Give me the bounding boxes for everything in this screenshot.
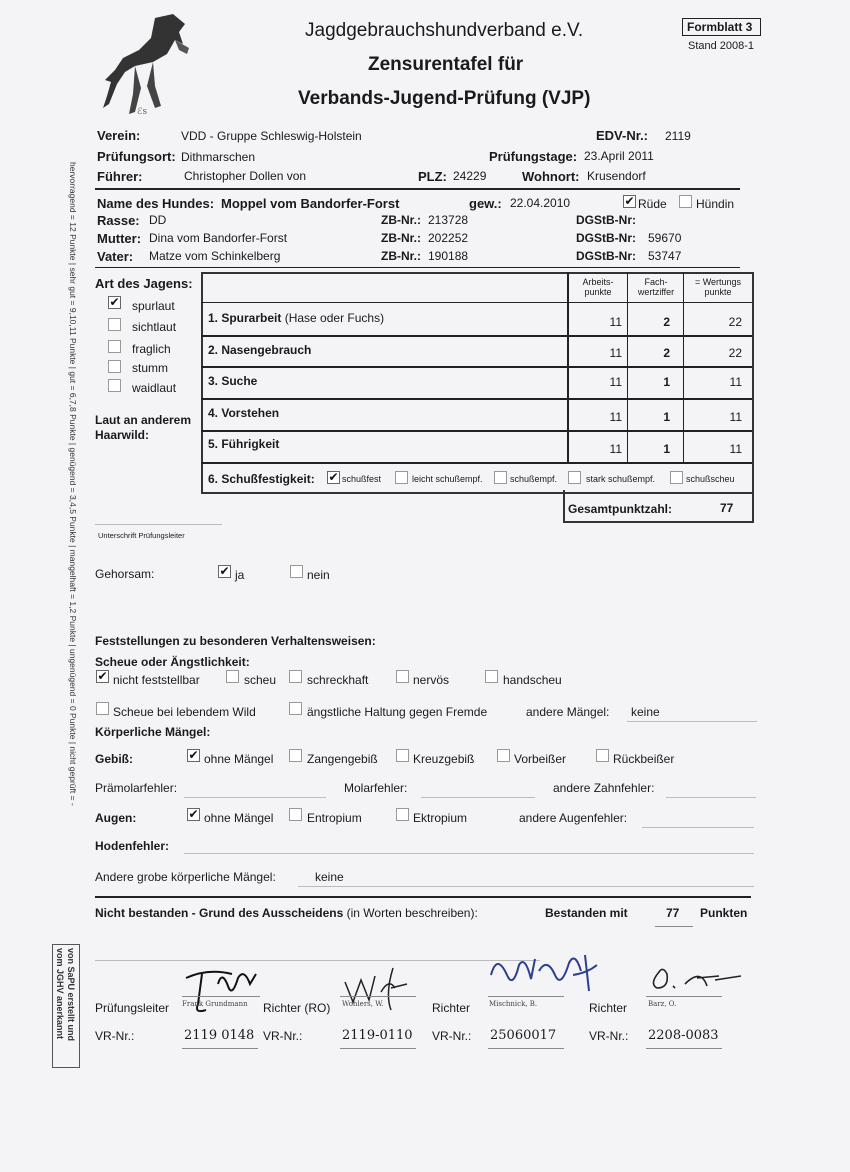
mutter-zb-value: 202252 (428, 231, 469, 245)
signature-barz (645, 958, 745, 998)
fremde-checkbox[interactable] (289, 702, 302, 715)
svg-text:ℰs: ℰs (137, 107, 148, 117)
molar-label: Molarfehler: (344, 781, 408, 795)
schussscheu-checkbox[interactable] (670, 471, 683, 484)
fremde-label: ängstliche Haltung gegen Fremde (307, 705, 488, 719)
form-label: Formblatt 3 (682, 18, 761, 36)
score-row-3-label: 3. Suche (208, 374, 258, 388)
zangengebiss-label: Zangengebiß (307, 752, 378, 766)
total-label: Gesamtpunktzahl: (568, 502, 673, 516)
schussscheu-label: schußscheu (686, 474, 735, 484)
vr-label-2: VR-Nr.: (263, 1029, 303, 1043)
stark-label: stark schußempf. (586, 474, 656, 484)
result-divider (95, 896, 751, 898)
col-fach: Fach-wertziffer (637, 277, 675, 297)
nicht-bestanden-sub: (in Worten beschreiben): (346, 906, 478, 920)
fraglich-label: fraglich (132, 342, 171, 356)
waidlaut-label: waidlaut (132, 381, 177, 395)
mutter-dgstb-value: 59670 (648, 231, 682, 245)
judge-1-role: Prüfungsleiter (95, 1001, 170, 1015)
score-row-1-arbeit: 11 (609, 315, 622, 329)
vater-zb-label: ZB-Nr.: (381, 249, 421, 263)
ektropium-label: Ektropium (413, 811, 468, 825)
verein-value: VDD - Gruppe Schleswig-Holstein (181, 129, 362, 143)
pruefungsort-value: Dithmarschen (181, 150, 256, 164)
andere-maengel-value: keine (631, 705, 660, 719)
vater-label: Vater: (97, 249, 134, 264)
fuehrer-label: Führer: (97, 169, 143, 184)
waidlaut-checkbox[interactable] (108, 379, 121, 392)
header-divider (95, 188, 740, 190)
score-row-2-wert: 22 (728, 346, 742, 360)
zb-label: ZB-Nr.: (381, 213, 421, 227)
leicht-checkbox[interactable] (395, 471, 408, 484)
gebiss-label: Gebiß: (95, 752, 133, 766)
handscheu-label: handscheu (503, 673, 562, 687)
augenfehler-label: andere Augenfehler: (519, 811, 628, 825)
schreckhaft-checkbox[interactable] (289, 670, 302, 683)
score-row-1-fach: 2 (663, 315, 670, 329)
vorbeisser-checkbox[interactable] (497, 749, 510, 762)
spurlaut-checkbox[interactable]: ✔ (109, 295, 120, 309)
mutter-dgstb-label: DGStB-Nr: (576, 231, 636, 245)
dog-logo-image (95, 10, 195, 120)
fuehrer-value: Christopher Dollen von (184, 169, 307, 183)
judge-1-name: Frank Grundmann (182, 1000, 248, 1008)
col-wert: = Wertungs punkte (694, 277, 742, 297)
schuss-label: 6. Schußfestigkeit: (208, 472, 315, 486)
schussfest-checkbox[interactable]: ✔ (328, 470, 339, 484)
schussempf-checkbox[interactable] (494, 471, 507, 484)
dgstb-label: DGStB-Nr: (576, 213, 636, 227)
grading-scale-side: hervorragend = 12 Punkte | sehr gut = 9,10,11 Punkte | gut = 6,7,8 Punkte | genügend = 3,4,5 Punkte | mangelhaft = 1,2 Punkte | ungenügend = 0 Punkte | nicht geprüft = - (68, 162, 78, 806)
scheu-label: scheu (244, 673, 277, 687)
judge-4-vr: 2208-0083 (648, 1028, 719, 1043)
mutter-zb-label: ZB-Nr.: (381, 231, 421, 245)
wild-checkbox[interactable] (96, 702, 109, 715)
augen-ohne-checkbox[interactable]: ✔ (188, 807, 199, 821)
dog-divider (95, 267, 740, 268)
vater-zb-value: 190188 (428, 249, 469, 263)
stand-label: Stand 2008-1 (688, 40, 755, 52)
dog-name-value: Moppel vom Bandorfer-Forst (221, 196, 400, 211)
score-row-3-fach: 1 (663, 375, 670, 389)
score-row-5-arbeit: 11 (609, 442, 622, 456)
koerper-title: Körperliche Mängel: (95, 725, 211, 739)
judge-1-vr: 2119 0148 (184, 1028, 255, 1043)
schussempf-label: schußempf. (510, 474, 558, 484)
zb-value: 213728 (428, 213, 469, 227)
nervoes-checkbox[interactable] (396, 670, 409, 683)
verein-label: Verein: (97, 128, 141, 143)
stumm-label: stumm (132, 361, 168, 375)
score-row-5-label: 5. Führigkeit (208, 437, 280, 451)
score-table (201, 272, 754, 494)
vater-value: Matze vom Schinkelberg (149, 249, 281, 263)
entropium-label: Entropium (307, 811, 362, 825)
augen-label: Augen: (95, 811, 137, 825)
score-row-2-arbeit: 11 (609, 346, 622, 360)
vorbeisser-label: Vorbeißer (514, 752, 567, 766)
rasse-label: Rasse: (97, 213, 140, 228)
mutter-label: Mutter: (97, 231, 142, 246)
ektropium-checkbox[interactable] (396, 808, 409, 821)
spurlaut-label: spurlaut (132, 299, 175, 313)
score-row-3-wert: 11 (729, 375, 742, 389)
vr-label-1: VR-Nr.: (95, 1029, 135, 1043)
judge-4-role: Richter (589, 1001, 628, 1015)
schreckhaft-label: schreckhaft (307, 673, 369, 687)
score-row-5-wert: 11 (729, 442, 742, 456)
verhalten-title: Feststellungen zu besonderen Verhaltensweisen: (95, 634, 376, 648)
score-row-4-wert: 11 (729, 410, 742, 424)
col-arbeit: Arbeits-punkte (582, 277, 614, 297)
gebiss-ohne-label: ohne Mängel (204, 752, 274, 766)
edv-label: EDV-Nr.: (596, 128, 649, 143)
grobe-label: Andere grobe körperliche Mängel: (95, 870, 276, 884)
ruede-checkbox[interactable]: ✔ (624, 194, 635, 208)
entropium-checkbox[interactable] (289, 808, 302, 821)
zangengebiss-checkbox[interactable] (289, 749, 302, 762)
pruefungsort-label: Prüfungsort: (97, 149, 176, 164)
rueckbeisser-label: Rückbeißer (613, 752, 675, 766)
pruefungstage-label: Prüfungstage: (489, 149, 578, 164)
leicht-label: leicht schußempf. (412, 474, 483, 484)
score-row-1-sub: (Hase oder Fuchs) (284, 311, 385, 325)
dog-name-label: Name des Hundes: (97, 196, 215, 211)
kreuzgebiss-checkbox[interactable] (396, 749, 409, 762)
sichtlaut-label: sichtlaut (132, 320, 177, 334)
schussfest-label: schußfest (342, 474, 382, 484)
bestanden-punkte: 77 (666, 906, 680, 920)
punkten-label: Punkten (700, 906, 748, 920)
judge-2-role: Richter (RO) (263, 1001, 331, 1015)
unterschrift-label: Unterschrift Prüfungsleiter (98, 531, 185, 540)
gehorsam-label: Gehorsam: (95, 567, 155, 581)
plz-label: PLZ: (418, 169, 447, 184)
wohnort-label: Wohnort: (522, 169, 580, 184)
edv-value: 2119 (665, 129, 691, 143)
rasse-value: DD (149, 213, 167, 227)
zahn-label: andere Zahnfehler: (553, 781, 655, 795)
judge-2-vr: 2119-0110 (342, 1028, 413, 1043)
sichtlaut-checkbox[interactable] (108, 318, 121, 331)
andere-maengel-label: andere Mängel: (526, 705, 610, 719)
stark-checkbox[interactable] (568, 471, 581, 484)
pruefungstage-value: 23.April 2011 (584, 149, 654, 163)
signature-grundmann (178, 960, 268, 1020)
judge-2-name: Wohlers, W. (342, 1000, 384, 1008)
score-row-1-wert: 22 (728, 315, 742, 329)
score-row-5-fach: 1 (663, 442, 670, 456)
huendin-label: Hündin (696, 197, 735, 211)
judge-3-role: Richter (432, 1001, 471, 1015)
nervoes-label: nervös (413, 673, 450, 687)
score-row-2-fach: 2 (663, 346, 670, 360)
wohnort-value: Krusendorf (587, 169, 646, 183)
mutter-value: Dina vom Bandorfer-Forst (149, 231, 288, 245)
ruede-label: Rüde (638, 197, 667, 211)
title-line2: Verbands-Jugend-Prüfung (VJP) (298, 88, 591, 109)
kreuzgebiss-label: Kreuzgebiß (413, 752, 475, 766)
gehorsam-ja-checkbox[interactable]: ✔ (219, 564, 230, 578)
vr-label-3: VR-Nr.: (432, 1029, 472, 1043)
signature-wohlers (335, 958, 425, 1018)
augen-ohne-label: ohne Mängel (204, 811, 274, 825)
hoden-label: Hodenfehler: (95, 839, 170, 853)
side-recognition-text: von SaPU erstellt und vom JGHV anerkannt (55, 948, 76, 1042)
nicht-bestanden (95, 906, 478, 920)
gew-value: 22.04.2010 (510, 196, 571, 210)
score-row-2-label: 2. Nasengebrauch (208, 343, 312, 357)
vr-label-4: VR-Nr.: (589, 1029, 629, 1043)
vater-dgstb-label: DGStB-Nr: (576, 249, 636, 263)
judge-3-name: Mischnick, B. (489, 1000, 538, 1008)
grobe-value: keine (315, 870, 344, 884)
scheu-checkbox[interactable] (226, 670, 239, 683)
fraglich-checkbox[interactable] (108, 340, 121, 353)
score-row-4-arbeit: 11 (609, 410, 622, 424)
wild-label: Scheue bei lebendem Wild (113, 705, 256, 719)
stumm-checkbox[interactable] (108, 360, 121, 373)
gew-label: gew.: (469, 196, 502, 211)
score-row-1-label: 1. Spurarbeit (Hase oder Fuchs) (208, 311, 385, 325)
total-value: 77 (720, 501, 734, 515)
bestanden-label: Bestanden mit (545, 906, 628, 920)
vater-dgstb-value: 53747 (648, 249, 682, 263)
jagd-title: Art des Jagens: (95, 276, 193, 291)
scheue-title: Scheue oder Ängstlichkeit: (95, 655, 250, 669)
score-row-4-label: 4. Vorstehen (208, 406, 280, 420)
nicht-feststellbar-label: nicht feststellbar (113, 673, 200, 687)
laut-label: Laut an anderem Haarwild: (95, 413, 192, 442)
judge-4-name: Barz, O. (648, 1000, 677, 1008)
gebiss-ohne-checkbox[interactable]: ✔ (188, 748, 199, 762)
nicht-bestanden-label: Nicht bestanden - Grund des Ausscheidens (95, 906, 344, 920)
rueckbeisser-checkbox[interactable] (596, 749, 609, 762)
org-name: Jagdgebrauchshundverband e.V. (305, 20, 584, 41)
praemolar-label: Prämolarfehler: (95, 781, 178, 795)
judge-3-vr: 25060017 (490, 1028, 557, 1043)
score-row-3-arbeit: 11 (609, 375, 622, 389)
plz-value: 24229 (453, 169, 487, 183)
nicht-feststellbar-checkbox[interactable]: ✔ (97, 669, 108, 683)
title-line1: Zensurentafel für (368, 54, 524, 75)
score-row-4-fach: 1 (663, 410, 670, 424)
gehorsam-nein-checkbox[interactable] (290, 565, 303, 578)
gehorsam-nein-label: nein (307, 568, 330, 582)
gehorsam-ja-label: ja (235, 568, 245, 582)
huendin-checkbox[interactable] (679, 195, 692, 208)
handscheu-checkbox[interactable] (485, 670, 498, 683)
